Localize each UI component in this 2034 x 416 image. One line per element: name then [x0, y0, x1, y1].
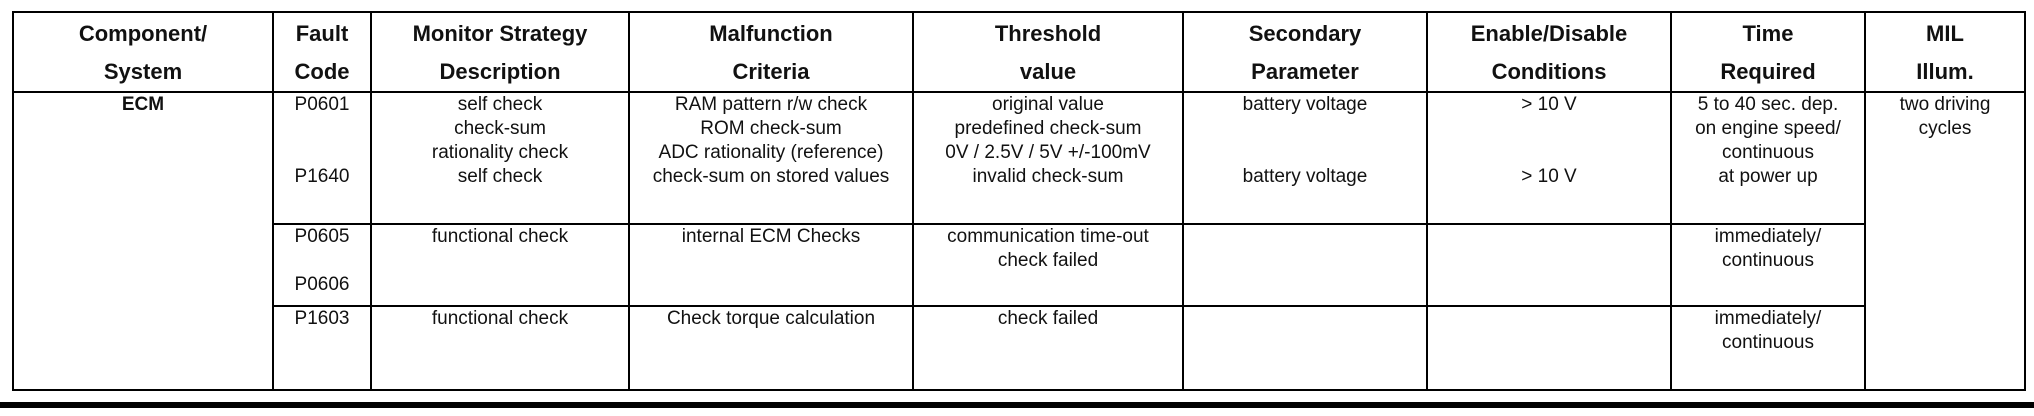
- threshold-cell: original value predefined check-sum 0V / 2.5V / 5V +/-100mV invalid check-sum: [913, 92, 1183, 224]
- fault-code-cell: P0605 P0606: [273, 224, 371, 306]
- mil-cell: two driving cycles: [1865, 92, 2025, 390]
- header-secondary-parameter: Secondary Parameter: [1183, 12, 1427, 92]
- header-time-required: Time Required: [1671, 12, 1865, 92]
- fault-code-cell: P1603: [273, 306, 371, 390]
- table-row: [13, 306, 2025, 390]
- header-mil-illum: MIL Illum.: [1865, 12, 2025, 92]
- threshold-cell: check failed: [913, 306, 1183, 390]
- header-monitor-strategy: Monitor Strategy Description: [371, 12, 629, 92]
- header-malfunction-criteria: Malfunction Criteria: [629, 12, 913, 92]
- header-row: [13, 12, 2025, 92]
- strategy-cell: functional check: [371, 224, 629, 306]
- bottom-rule: [0, 402, 2034, 408]
- component-cell: ECM: [13, 92, 273, 390]
- secondary-cell: [1183, 306, 1427, 390]
- time-cell: 5 to 40 sec. dep. on engine speed/ continuous at power up: [1671, 92, 1865, 224]
- header-component: Component/ System: [13, 12, 273, 92]
- enable-cell: [1427, 306, 1671, 390]
- criteria-cell: Check torque calculation: [629, 306, 913, 390]
- table-row: [13, 92, 2025, 224]
- time-cell: immediately/ continuous: [1671, 224, 1865, 306]
- header-enable-conditions: Enable/Disable Conditions: [1427, 12, 1671, 92]
- strategy-cell: functional check: [371, 306, 629, 390]
- strategy-cell: self check check-sum rationality check self check: [371, 92, 629, 224]
- table-row: [13, 224, 2025, 306]
- fault-code-cell: P0601 P1640: [273, 92, 371, 224]
- secondary-cell: battery voltage battery voltage: [1183, 92, 1427, 224]
- threshold-cell: communication time-out check failed: [913, 224, 1183, 306]
- header-fault-code: Fault Code: [273, 12, 371, 92]
- time-cell: immediately/ continuous: [1671, 306, 1865, 390]
- secondary-cell: [1183, 224, 1427, 306]
- enable-cell: > 10 V > 10 V: [1427, 92, 1671, 224]
- criteria-cell: internal ECM Checks: [629, 224, 913, 306]
- criteria-cell: RAM pattern r/w check ROM check-sum ADC rationality (reference) check-sum on stored values: [629, 92, 913, 224]
- obd-monitor-table: [12, 11, 2026, 391]
- enable-cell: [1427, 224, 1671, 306]
- header-threshold: Threshold value: [913, 12, 1183, 92]
